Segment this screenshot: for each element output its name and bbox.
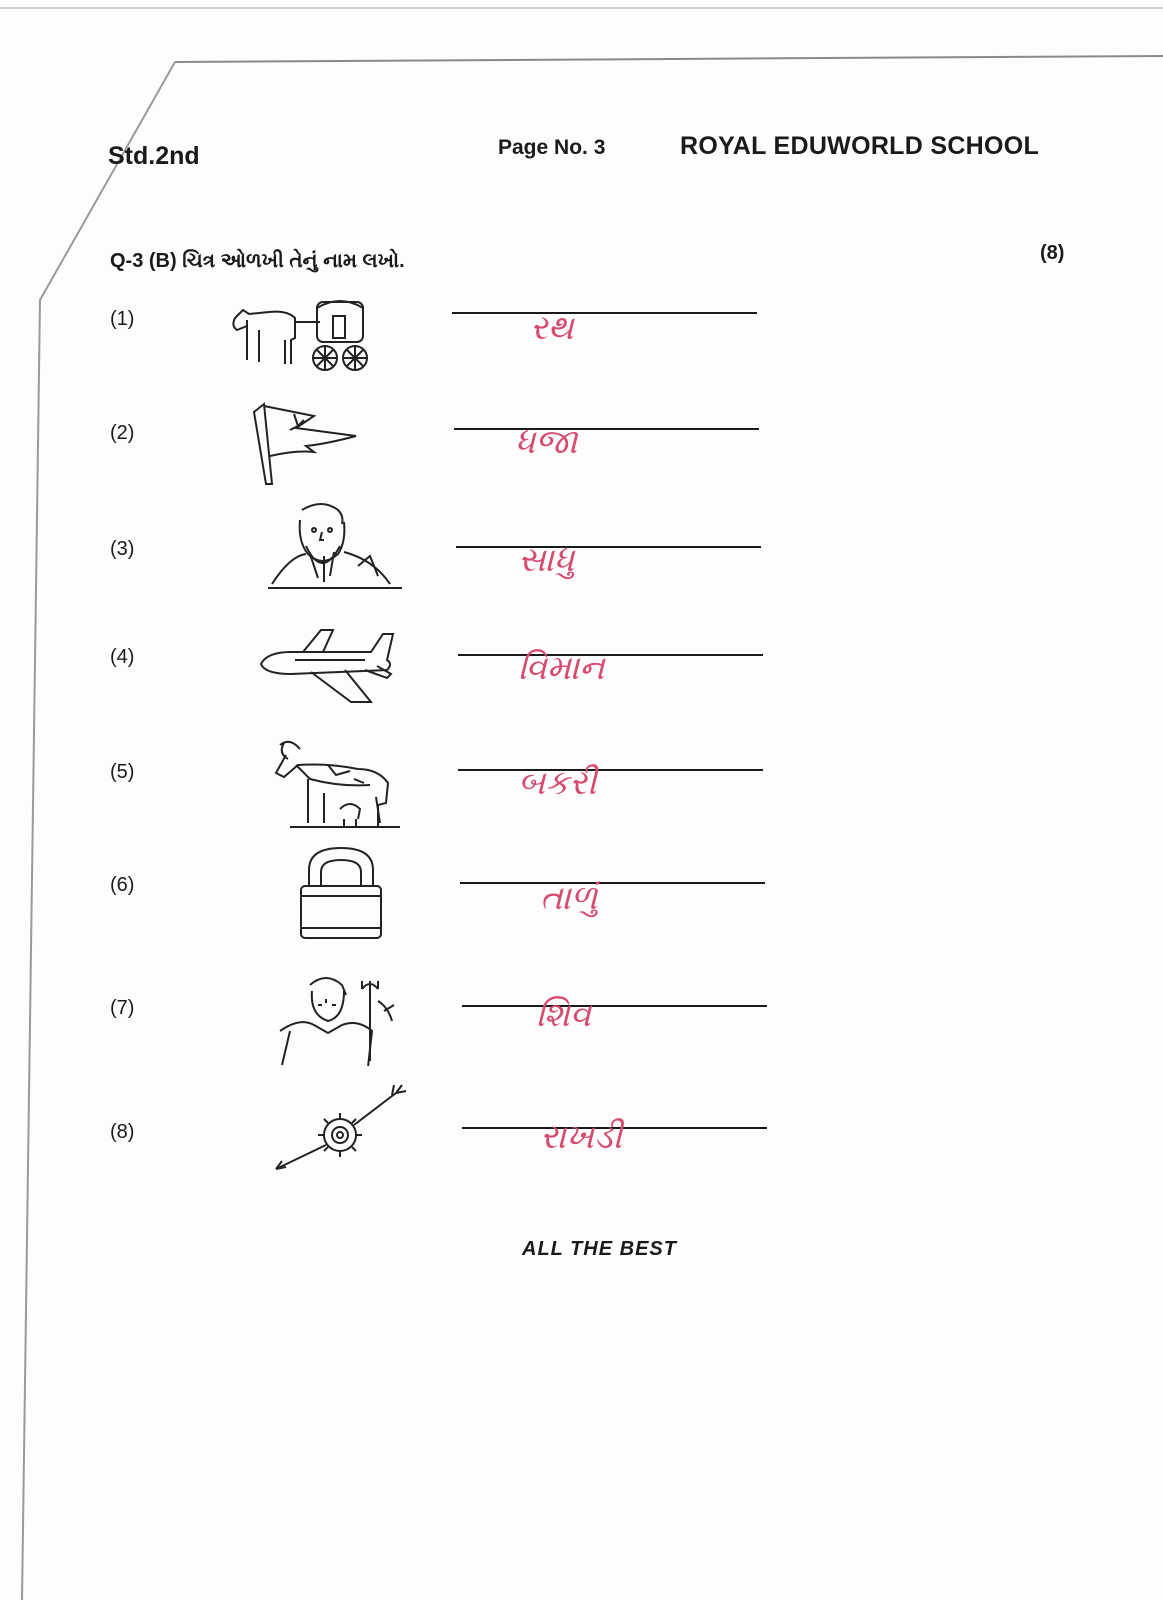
- list-item: [0, 850, 1163, 960]
- list-item: [0, 975, 1163, 1085]
- item-number: (2): [110, 422, 135, 444]
- flag-icon: [240, 392, 390, 487]
- question-title: Q-3 (B) ચિત્ર ઓળખી તેનું નામ લખો.: [110, 250, 405, 272]
- sage-icon: [262, 496, 412, 591]
- item-number: (5): [110, 761, 135, 783]
- list-item: [0, 1095, 1163, 1205]
- item-number: (1): [110, 308, 135, 330]
- answer-line: [460, 882, 765, 884]
- answer-text: સાધુ: [518, 540, 575, 580]
- answer-line: [462, 1005, 767, 1007]
- answer-line: [454, 428, 759, 430]
- item-number: (3): [110, 538, 135, 560]
- answer-line: [458, 769, 763, 771]
- answer-text: બકરી: [518, 763, 597, 803]
- answer-line: [452, 312, 757, 314]
- rakhi-icon: [268, 1081, 418, 1176]
- footer-message: ALL THE BEST: [522, 1238, 677, 1260]
- list-item: [0, 620, 1163, 730]
- answer-line: [456, 546, 761, 548]
- goat-icon: [270, 735, 420, 830]
- answer-text: તાળું: [540, 878, 598, 918]
- item-number: (8): [110, 1121, 135, 1143]
- padlock-icon: [265, 846, 415, 941]
- item-number: (4): [110, 646, 135, 668]
- item-number: (7): [110, 997, 135, 1019]
- answer-text: વિમાન: [518, 648, 605, 688]
- item-number: (6): [110, 874, 135, 896]
- shiva-icon: [270, 971, 420, 1066]
- list-item: [0, 735, 1163, 845]
- horse-cart-icon: [225, 290, 375, 385]
- list-item: [0, 290, 1163, 400]
- standard-label: Std.2nd: [108, 142, 200, 170]
- answer-text: ધજા: [515, 422, 578, 462]
- page-number: Page No. 3: [498, 136, 606, 159]
- answer-text: શિવ: [536, 995, 592, 1035]
- question-marks: (8): [1040, 242, 1065, 264]
- answer-text: રથ: [530, 308, 574, 348]
- airplane-icon: [255, 620, 405, 715]
- list-item: [0, 510, 1163, 620]
- school-name: ROYAL EDUWORLD SCHOOL: [680, 132, 1040, 160]
- list-item: [0, 400, 1163, 510]
- answer-line: [458, 654, 763, 656]
- answer-text: રાખડી: [540, 1117, 623, 1157]
